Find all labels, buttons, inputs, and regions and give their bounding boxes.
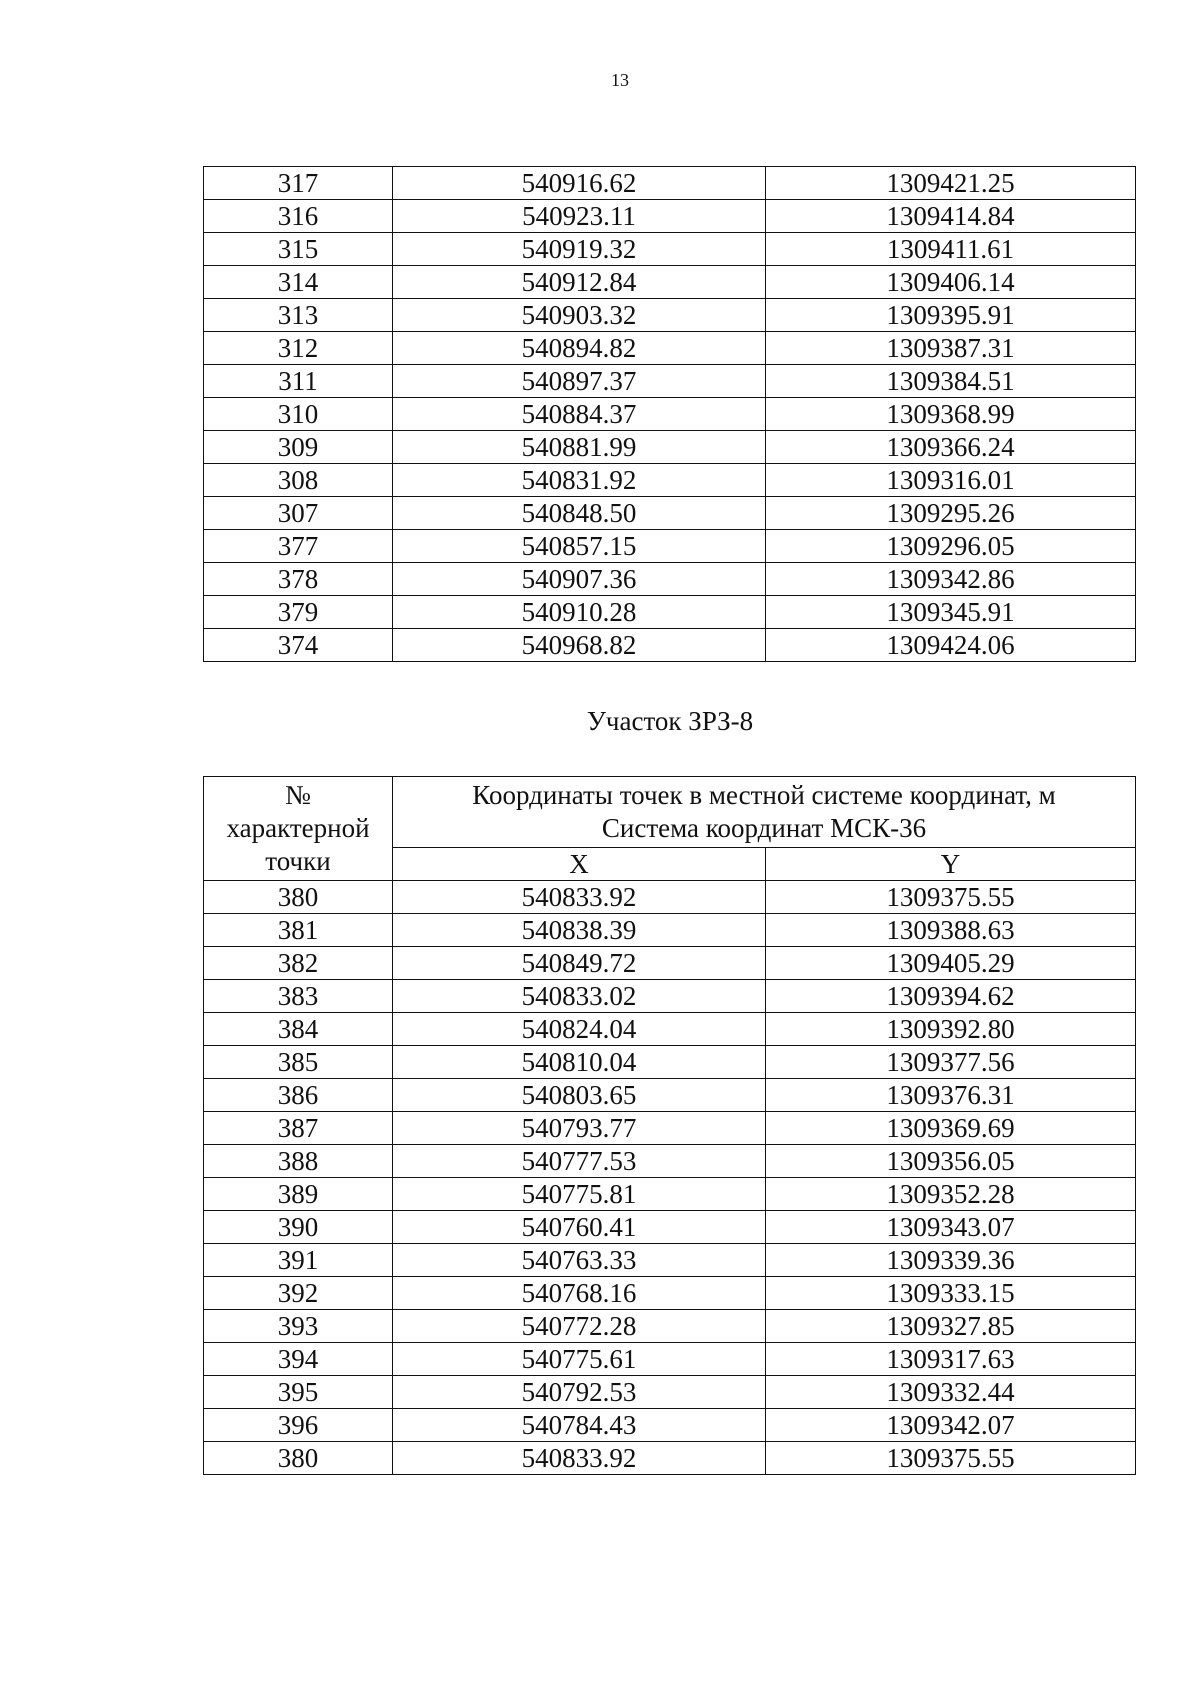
- point-number-cell: 394: [204, 1343, 393, 1376]
- y-coordinate-cell: 1309377.56: [766, 1046, 1136, 1079]
- y-coordinate-cell: 1309342.86: [766, 563, 1136, 596]
- y-coordinate-cell: 1309376.31: [766, 1079, 1136, 1112]
- table-row: [204, 1310, 1136, 1343]
- table-row: [204, 1178, 1136, 1211]
- x-coordinate-cell: 540881.99: [393, 431, 766, 464]
- table-row: [204, 1079, 1136, 1112]
- y-coordinate-cell: 1309384.51: [766, 365, 1136, 398]
- table-row: [204, 1046, 1136, 1079]
- y-coordinate-cell: 1309317.63: [766, 1343, 1136, 1376]
- table-row: [204, 563, 1136, 596]
- x-coordinate-cell: 540923.11: [393, 200, 766, 233]
- y-coordinate-cell: 1309316.01: [766, 464, 1136, 497]
- x-coordinate-cell: 540833.92: [393, 881, 766, 914]
- point-number-cell: 396: [204, 1409, 393, 1442]
- x-coordinate-cell: 540897.37: [393, 365, 766, 398]
- point-number-cell: 389: [204, 1178, 393, 1211]
- y-coordinate-cell: 1309375.55: [766, 881, 1136, 914]
- table1-body: [204, 167, 1136, 662]
- x-column-header: X: [393, 848, 766, 881]
- table-row: [204, 1013, 1136, 1046]
- x-coordinate-cell: 540775.81: [393, 1178, 766, 1211]
- x-coordinate-cell: 540772.28: [393, 1310, 766, 1343]
- y-coordinate-cell: 1309392.80: [766, 1013, 1136, 1046]
- x-coordinate-cell: 540838.39: [393, 914, 766, 947]
- point-number-cell: 374: [204, 629, 393, 662]
- table-row: [204, 980, 1136, 1013]
- x-coordinate-cell: 540763.33: [393, 1244, 766, 1277]
- x-coordinate-cell: 540784.43: [393, 1409, 766, 1442]
- y-coordinate-cell: 1309369.69: [766, 1112, 1136, 1145]
- y-coordinate-cell: 1309388.63: [766, 914, 1136, 947]
- x-coordinate-cell: 540857.15: [393, 530, 766, 563]
- table-row: [204, 332, 1136, 365]
- point-header-line2: характерной: [226, 813, 370, 843]
- y-coordinate-cell: 1309295.26: [766, 497, 1136, 530]
- point-number-cell: 388: [204, 1145, 393, 1178]
- coordinates-header: [393, 777, 1136, 848]
- y-coordinate-cell: 1309345.91: [766, 596, 1136, 629]
- x-coordinate-cell: 540849.72: [393, 947, 766, 980]
- table-row: [204, 200, 1136, 233]
- coords-header-line2: Система координат МСК-36: [601, 813, 927, 843]
- y-coordinate-cell: 1309394.62: [766, 980, 1136, 1013]
- point-number-cell: 315: [204, 233, 393, 266]
- point-number-cell: 386: [204, 1079, 393, 1112]
- y-column-header: Y: [766, 848, 1136, 881]
- table-row: [204, 629, 1136, 662]
- x-coordinate-cell: 540916.62: [393, 167, 766, 200]
- y-coordinate-cell: 1309395.91: [766, 299, 1136, 332]
- table-row: [204, 398, 1136, 431]
- x-coordinate-cell: 540777.53: [393, 1145, 766, 1178]
- point-number-cell: 317: [204, 167, 393, 200]
- coordinates-table-continued: [203, 166, 1136, 662]
- point-number-cell: 395: [204, 1376, 393, 1409]
- y-coordinate-cell: 1309368.99: [766, 398, 1136, 431]
- point-number-cell: 385: [204, 1046, 393, 1079]
- y-coordinate-cell: 1309352.28: [766, 1178, 1136, 1211]
- point-number-cell: 308: [204, 464, 393, 497]
- x-coordinate-cell: 540903.32: [393, 299, 766, 332]
- y-coordinate-cell: 1309343.07: [766, 1211, 1136, 1244]
- x-coordinate-cell: 540894.82: [393, 332, 766, 365]
- point-number-cell: 313: [204, 299, 393, 332]
- table-row: [204, 1343, 1136, 1376]
- point-number-cell: 380: [204, 881, 393, 914]
- y-coordinate-cell: 1309405.29: [766, 947, 1136, 980]
- table-row: [204, 1277, 1136, 1310]
- x-coordinate-cell: 540833.02: [393, 980, 766, 1013]
- header-row: [204, 777, 1136, 848]
- x-coordinate-cell: 540824.04: [393, 1013, 766, 1046]
- x-coordinate-cell: 540760.41: [393, 1211, 766, 1244]
- table-row: [204, 596, 1136, 629]
- table-row: [204, 431, 1136, 464]
- x-coordinate-cell: 540919.32: [393, 233, 766, 266]
- table2-header: [204, 777, 1136, 881]
- y-coordinate-cell: 1309356.05: [766, 1145, 1136, 1178]
- table-row: [204, 1112, 1136, 1145]
- table-row: [204, 530, 1136, 563]
- point-number-cell: 309: [204, 431, 393, 464]
- x-coordinate-cell: 540912.84: [393, 266, 766, 299]
- y-coordinate-cell: 1309342.07: [766, 1409, 1136, 1442]
- table-row: [204, 881, 1136, 914]
- page-number: 13: [611, 70, 629, 90]
- point-header-line1: №: [285, 780, 311, 810]
- x-coordinate-cell: 540803.65: [393, 1079, 766, 1112]
- table-row: [204, 1145, 1136, 1178]
- y-coordinate-cell: 1309327.85: [766, 1310, 1136, 1343]
- point-number-cell: 379: [204, 596, 393, 629]
- coordinates-table-zrz8: [203, 776, 1136, 1475]
- y-coordinate-cell: 1309406.14: [766, 266, 1136, 299]
- table-row: [204, 1376, 1136, 1409]
- point-number-cell: 380: [204, 1442, 393, 1475]
- y-coordinate-cell: 1309366.24: [766, 431, 1136, 464]
- table-row: [204, 167, 1136, 200]
- x-coordinate-cell: 540907.36: [393, 563, 766, 596]
- y-coordinate-cell: 1309296.05: [766, 530, 1136, 563]
- x-coordinate-cell: 540810.04: [393, 1046, 766, 1079]
- table-row: [204, 266, 1136, 299]
- point-number-cell: 312: [204, 332, 393, 365]
- y-coordinate-cell: 1309414.84: [766, 200, 1136, 233]
- point-number-cell: 377: [204, 530, 393, 563]
- table-row: [204, 299, 1136, 332]
- table-row: [204, 1244, 1136, 1277]
- y-coordinate-cell: 1309339.36: [766, 1244, 1136, 1277]
- point-number-cell: 378: [204, 563, 393, 596]
- x-coordinate-cell: 540775.61: [393, 1343, 766, 1376]
- y-coordinate-cell: 1309424.06: [766, 629, 1136, 662]
- point-number-cell: 391: [204, 1244, 393, 1277]
- point-number-cell: 393: [204, 1310, 393, 1343]
- table-row: [204, 914, 1136, 947]
- y-coordinate-cell: 1309387.31: [766, 332, 1136, 365]
- table-row: [204, 365, 1136, 398]
- x-coordinate-cell: 540831.92: [393, 464, 766, 497]
- point-number-cell: 384: [204, 1013, 393, 1046]
- table-row: [204, 1409, 1136, 1442]
- point-number-cell: 311: [204, 365, 393, 398]
- x-coordinate-cell: 540968.82: [393, 629, 766, 662]
- y-coordinate-cell: 1309333.15: [766, 1277, 1136, 1310]
- point-number-cell: 382: [204, 947, 393, 980]
- point-number-cell: 310: [204, 398, 393, 431]
- point-number-cell: 387: [204, 1112, 393, 1145]
- point-number-cell: 390: [204, 1211, 393, 1244]
- table-row: [204, 947, 1136, 980]
- x-coordinate-cell: 540848.50: [393, 497, 766, 530]
- point-number-cell: 381: [204, 914, 393, 947]
- y-coordinate-cell: 1309332.44: [766, 1376, 1136, 1409]
- y-coordinate-cell: 1309375.55: [766, 1442, 1136, 1475]
- table-row: [204, 233, 1136, 266]
- table-row: [204, 464, 1136, 497]
- point-number-cell: 307: [204, 497, 393, 530]
- table-row: [204, 1211, 1136, 1244]
- point-number-cell: 316: [204, 200, 393, 233]
- table-row: [204, 1442, 1136, 1475]
- x-coordinate-cell: 540910.28: [393, 596, 766, 629]
- point-number-header: [204, 777, 393, 881]
- x-coordinate-cell: 540768.16: [393, 1277, 766, 1310]
- x-coordinate-cell: 540884.37: [393, 398, 766, 431]
- point-number-cell: 383: [204, 980, 393, 1013]
- x-coordinate-cell: 540793.77: [393, 1112, 766, 1145]
- point-number-cell: 314: [204, 266, 393, 299]
- point-number-cell: 392: [204, 1277, 393, 1310]
- table-row: [204, 497, 1136, 530]
- section-title: Участок ЗРЗ-8: [586, 706, 754, 736]
- point-header-line3: точки: [265, 846, 331, 876]
- y-coordinate-cell: 1309411.61: [766, 233, 1136, 266]
- table2-body: [204, 881, 1136, 1475]
- x-coordinate-cell: 540833.92: [393, 1442, 766, 1475]
- x-coordinate-cell: 540792.53: [393, 1376, 766, 1409]
- y-coordinate-cell: 1309421.25: [766, 167, 1136, 200]
- coords-header-line1: Координаты точек в местной системе координат, м: [472, 780, 1056, 810]
